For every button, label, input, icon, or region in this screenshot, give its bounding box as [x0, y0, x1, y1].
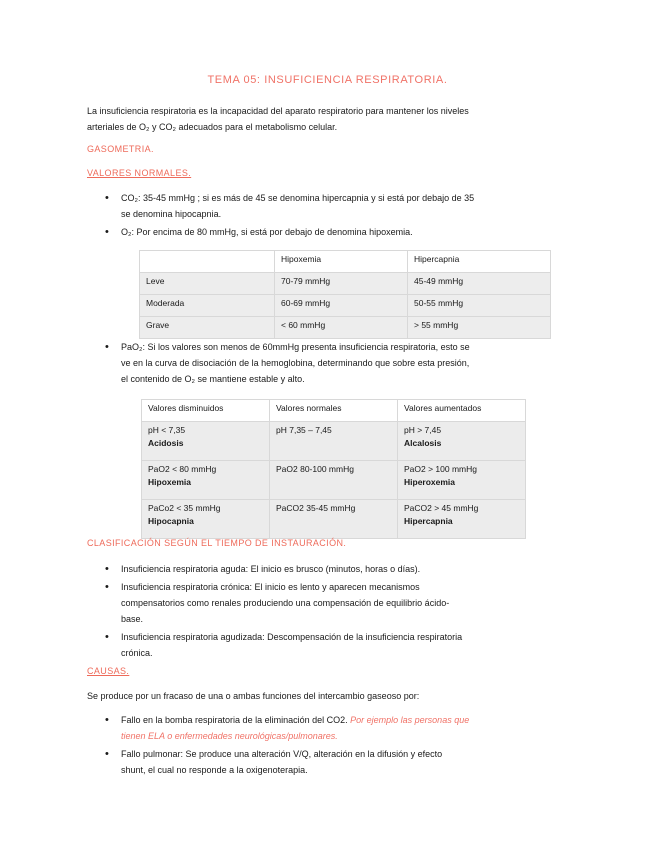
- list-item-line: se denomina hipocapnia.: [121, 209, 222, 219]
- list-item: [105, 561, 525, 577]
- cell-label: Hipoxemia: [148, 477, 191, 487]
- causas-intro: Se produce por un fracaso de una o ambas funciones del intercambio gaseoso por:: [87, 691, 420, 701]
- list-item: [105, 224, 525, 240]
- table-header-cell: [140, 251, 275, 273]
- list-item: [105, 629, 525, 661]
- list-item-line: • O₂: Por encima de 80 mmHg, si está por debajo de denomina hipoxemia.: [121, 227, 413, 237]
- table-header-cell: Valores normales: [270, 400, 398, 422]
- table-cell: Moderada: [140, 295, 275, 317]
- table-row: [142, 422, 526, 461]
- list-item: [105, 746, 535, 778]
- cell-label: Alcalosis: [404, 438, 442, 448]
- cause-note: tienen ELA o enfermedades neurológicas/pulmonares.: [121, 731, 338, 741]
- severity-table: [139, 250, 551, 339]
- table-row: [140, 317, 551, 339]
- cell-value: PaCo2 < 35 mmHg: [148, 503, 221, 513]
- table-row: [140, 295, 551, 317]
- list-item-line: compensatorios como renales produciendo una compensación de equilibrio ácido-: [121, 598, 450, 608]
- classification-list: [105, 561, 525, 663]
- table-cell: [142, 461, 270, 500]
- table-cell: [398, 422, 526, 461]
- table-row: [140, 273, 551, 295]
- list-item-line: • PaO₂: Si los valores son menos de 60mmHg presenta insuficiencia respiratoria, esto se: [121, 342, 470, 352]
- table-cell: 45-49 mmHg: [408, 273, 551, 295]
- table-cell: [398, 500, 526, 539]
- heading-causas: CAUSAS.: [87, 666, 130, 676]
- table-cell: > 55 mmHg: [408, 317, 551, 339]
- list-item-line: • Insuficiencia respiratoria aguda: El inicio es brusco (minutos, horas o días).: [121, 564, 421, 574]
- heading-gasometria: GASOMETRIA.: [87, 144, 154, 154]
- list-item: [105, 579, 525, 627]
- list-item-line: crónica.: [121, 648, 153, 658]
- cell-label: Hipercapnia: [404, 516, 453, 526]
- cause-text: Fallo en la bomba respiratoria de la eliminación del CO2.: [121, 715, 348, 725]
- list-item: [105, 339, 525, 387]
- list-item-line: el contenido de O₂ se mantiene estable y alto.: [121, 374, 305, 384]
- cell-value: PaCO2 35-45 mmHg: [276, 503, 356, 513]
- cell-value: PaO2 < 80 mmHg: [148, 464, 217, 474]
- cell-value: PaCO2 > 45 mmHg: [404, 503, 479, 513]
- table-cell: Leve: [140, 273, 275, 295]
- table-row: [142, 461, 526, 500]
- table-header-cell: Hipercapnia: [408, 251, 551, 273]
- intro-line: arteriales de O₂ y CO₂ adecuados para el metabolismo celular.: [87, 122, 338, 132]
- cell-label: Hipocapnia: [148, 516, 194, 526]
- cell-value: pH 7,35 – 7,45: [276, 425, 332, 435]
- table-header-cell: Valores aumentados: [398, 400, 526, 422]
- cell-value: PaO2 > 100 mmHg: [404, 464, 477, 474]
- intro-line: La insuficiencia respiratoria es la incapacidad del aparato respiratorio para mantener los niveles: [87, 106, 469, 116]
- cell-label: Hiperoxemia: [404, 477, 456, 487]
- page-title: TEMA 05: INSUFICIENCIA RESPIRATORIA.: [207, 74, 448, 86]
- table-header-row: [142, 400, 526, 422]
- list-item-line: base.: [121, 614, 144, 624]
- list-item-line: shunt, el cual no responde a la oxigenoterapia.: [121, 765, 308, 775]
- heading-clasificacion: CLASIFICACIÓN SEGÚN EL TIEMPO DE INSTAURACIÓN.: [87, 538, 347, 548]
- table-cell: < 60 mmHg: [275, 317, 408, 339]
- table-cell: [142, 500, 270, 539]
- list-item-line: • Insuficiencia respiratoria agudizada: Descompensación de la insuficiencia respiratoria: [121, 632, 463, 642]
- list-item-line: • Fallo pulmonar: Se produce una alteración V/Q, alteración en la difusión y efecto: [121, 749, 443, 759]
- table-cell: [270, 461, 398, 500]
- table-header-cell: Valores disminuidos: [142, 400, 270, 422]
- table-cell: [142, 422, 270, 461]
- cell-value: PaO2 80-100 mmHg: [276, 464, 354, 474]
- cell-value: pH > 7,45: [404, 425, 442, 435]
- table-header-row: [140, 251, 551, 273]
- heading-valores-normales: VALORES NORMALES.: [87, 168, 192, 178]
- table-cell: [398, 461, 526, 500]
- list-item-line: [121, 712, 535, 728]
- table-cell: Grave: [140, 317, 275, 339]
- table-row: [142, 500, 526, 539]
- table-cell: 50-55 mmHg: [408, 295, 551, 317]
- cell-value: pH < 7,35: [148, 425, 186, 435]
- intro-paragraph: [87, 103, 577, 135]
- list-item: [105, 190, 525, 222]
- list-item-line: • Insuficiencia respiratoria crónica: El inicio es lento y aparecen mecanismos: [121, 582, 420, 592]
- cell-label: Acidosis: [148, 438, 184, 448]
- causas-list: [105, 712, 535, 780]
- table-cell: 70-79 mmHg: [275, 273, 408, 295]
- list-item-line: • CO₂: 35-45 mmHg ; si es más de 45 se denomina hipercapnia y si está por debajo de 35: [121, 193, 475, 203]
- table-header-cell: Hipoxemia: [275, 251, 408, 273]
- table-cell: [270, 422, 398, 461]
- table-cell: [270, 500, 398, 539]
- normal-values-list: [105, 190, 525, 242]
- list-item-line: ve en la curva de disociación de la hemoglobina, determinando que sobre esta presión,: [121, 358, 470, 368]
- table-cell: 60-69 mmHg: [275, 295, 408, 317]
- list-item: [105, 712, 535, 744]
- values-table: [141, 399, 526, 539]
- cause-note: Por ejemplo las personas que: [350, 715, 470, 725]
- pao2-list: [105, 339, 525, 389]
